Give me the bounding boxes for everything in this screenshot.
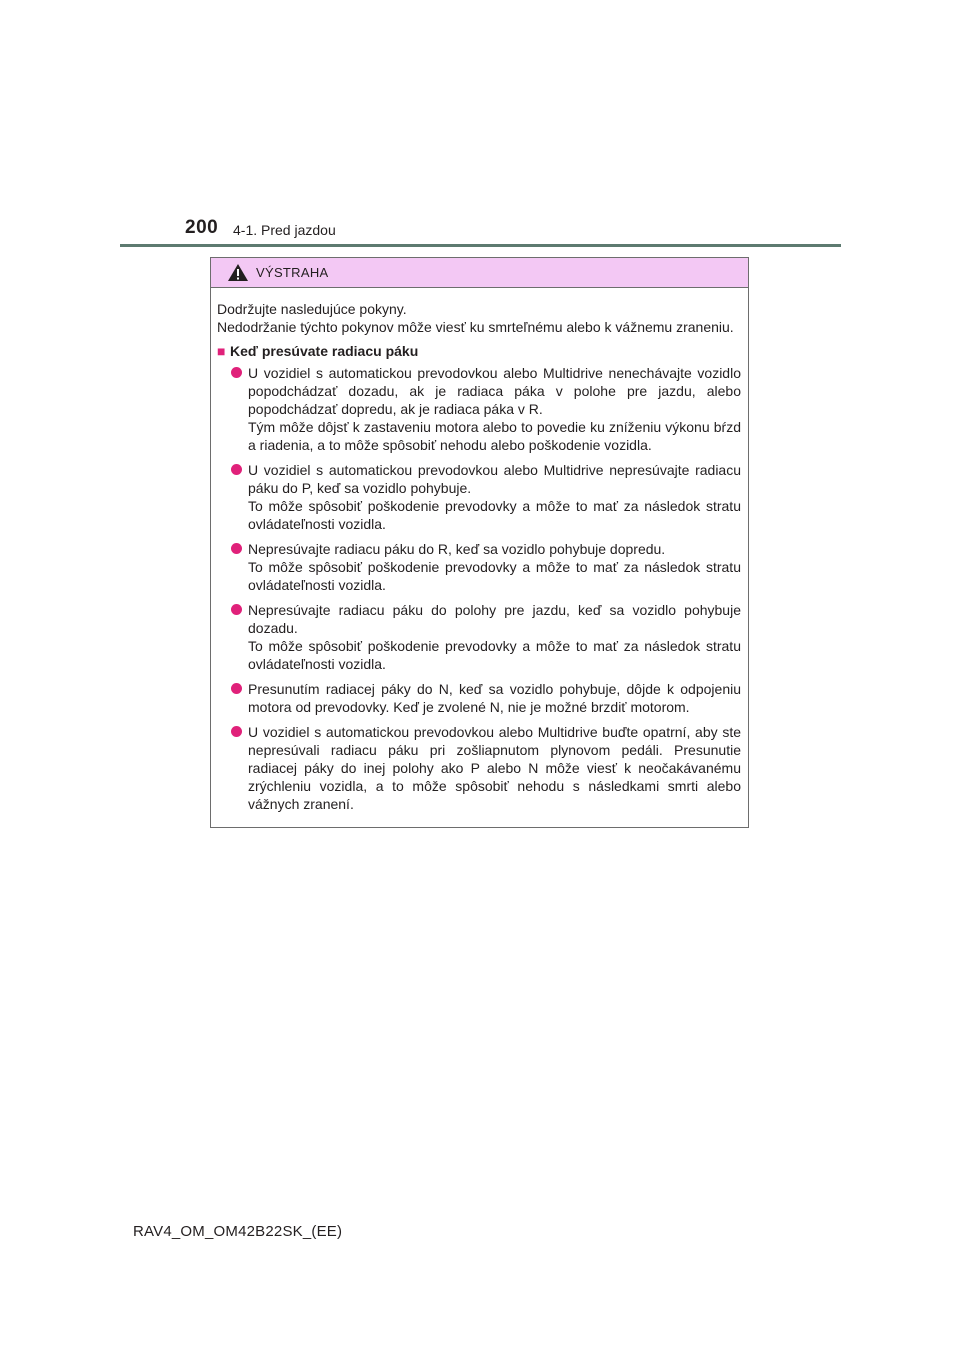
circle-bullet-icon [231,683,242,694]
list-item [217,461,741,533]
circle-bullet-icon [231,726,242,737]
list-item [217,540,741,594]
circle-bullet-icon [231,604,242,615]
list-item [217,601,741,673]
section-title: 4-1. Pred jazdou [233,222,336,238]
list-item-text: To môže spôsobiť poškodenie prevodovky a môže to mať za následok stratu ovládateľnosti vozidla. [248,559,741,593]
list-item-text: Nepresúvajte radiacu páku do R, keď sa vozidlo pohybuje dopredu. [248,541,666,557]
warning-title: VÝSTRAHA [256,265,329,280]
list-item [217,680,741,716]
list-item-text: To môže spôsobiť poškodenie prevodovky a môže to mať za následok stratu ovládateľnosti vozidla. [248,638,741,672]
document-code: RAV4_OM_OM42B22SK_(EE) [133,1223,343,1240]
warning-body [211,288,748,813]
square-bullet-icon: ■ [217,343,226,359]
list-item-text: U vozidiel s automatickou prevodovkou alebo Multidrive nepresúvajte radiacu páku do P, keď sa vozidlo pohybuje. [248,462,741,496]
intro-line: Dodržujte nasledujúce pokyny. [217,301,407,317]
list-item-text: To môže spôsobiť poškodenie prevodovky a môže to mať za následok stratu ovládateľnosti vozidla. [248,498,741,532]
list-item-text: U vozidiel s automatickou prevodovkou alebo Multidrive nenechávajte vozidlo popodchádzať dozadu, ak je radiaca páka v polohe pre jazdu, alebo popodchádzať dopredu, ak je radiaca páka v R. [248,365,741,417]
intro-line: Nedodržanie týchto pokynov môže viesť ku smrteľnému alebo k vážnemu zraneniu. [217,319,734,335]
subsection-heading [217,342,741,360]
circle-bullet-icon [231,464,242,475]
header-divider [120,244,841,247]
list-item-text: Presunutím radiacej páky do N, keď sa vozidlo pohybuje, dôjde k odpojeniu motora od prevodovky. Keď je zvolené N, nie je možné brzdiť motorom. [248,681,741,715]
list-item-text: U vozidiel s automatickou prevodovkou alebo Multidrive buďte opatrní, aby ste nepresúvali radiacu páku pri zošliapnutom plynovom pedáli. Presunutie radiacej páky do inej polohy ako P alebo N môže viesť k neočakávanému zrýchleniu vozidla, a to môže spôsobiť nehodu s následkami smrti alebo vážnych zranení. [248,724,741,812]
warning-list [217,364,741,813]
subsection-heading-text: Keď presúvate radiacu páku [230,343,419,359]
list-item [217,364,741,454]
warning-intro [217,300,741,336]
list-item-text: Nepresúvajte radiacu páku do polohy pre jazdu, keď sa vozidlo pohybuje dozadu. [248,602,741,636]
warning-header [211,258,748,288]
page-number: 200 [185,217,219,238]
list-item [217,723,741,813]
warning-box [210,257,749,828]
circle-bullet-icon [231,543,242,554]
list-item-text: Tým môže dôjsť k zastaveniu motora alebo to povedie ku zníženiu výkonu bŕzd a riadenia, a to môže spôsobiť nehodu alebo poškodenie vozidla. [248,419,741,453]
warning-triangle-icon [227,263,249,287]
circle-bullet-icon [231,367,242,378]
